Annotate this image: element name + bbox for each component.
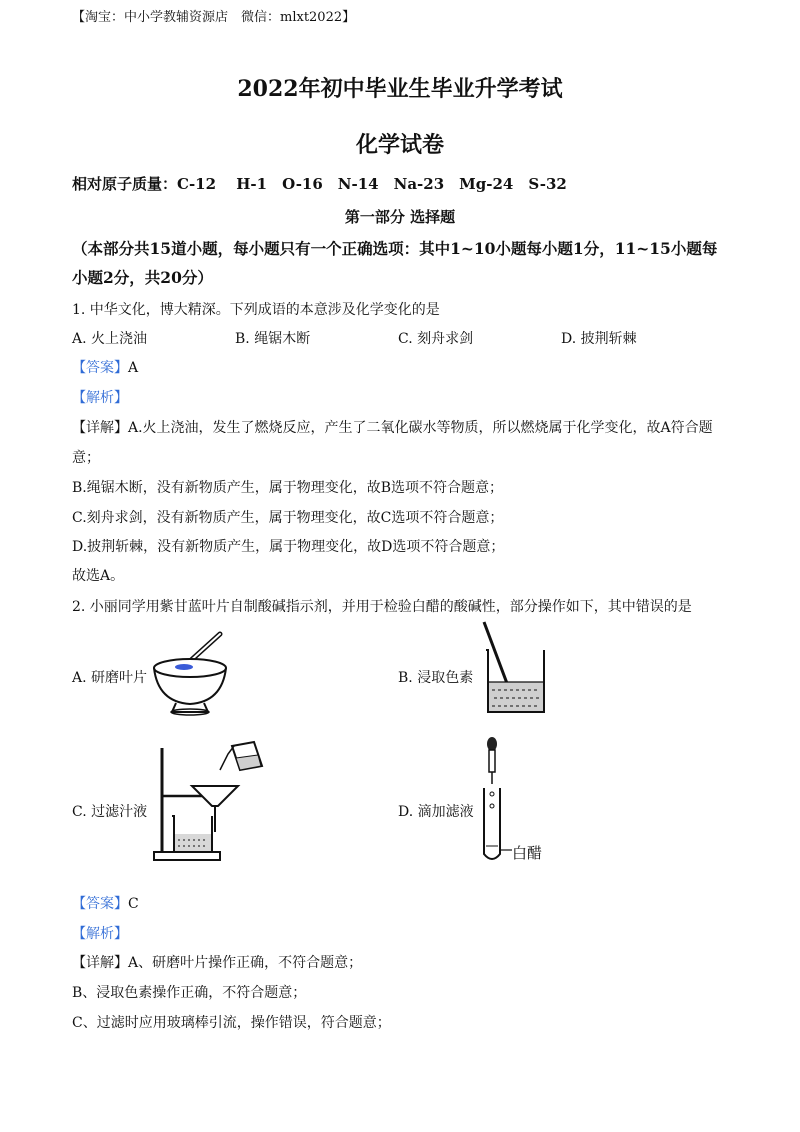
section-title: 第一部分 选择题 — [344, 208, 456, 226]
q1-detail-d: D.披荆斩棘，没有新物质产生，属于物理变化，故D选项不符合题意； — [72, 539, 505, 555]
q1-detail-b: B.绳锯木断，没有新物质产生，属于物理变化，故B选项不符合题意； — [72, 480, 504, 496]
detail-text: A、研磨叶片操作正确，不符合题意； — [128, 955, 363, 971]
answer-value: C — [128, 896, 139, 912]
q2-option-d: D. 滴加滤液 — [398, 804, 474, 820]
detail-tag: 【详解】 — [72, 420, 128, 436]
q2-analysis-tag: 【解析】 — [72, 926, 128, 942]
exam-title: 2022年初中毕业生毕业升学考试 — [237, 76, 563, 102]
q2-option-a: A. 研磨叶片 — [72, 670, 148, 686]
instructions-line-1: （本部分共15道小题，每小题只有一个正确选项：其中1~10小题每小题1分，11~15小题每 — [72, 239, 718, 258]
q1-answer — [72, 357, 138, 377]
q2-answer — [72, 893, 139, 913]
d-figure-label: 白醋 — [512, 844, 543, 862]
q2-detail-b: B、浸取色素操作正确，不符合题意； — [72, 985, 307, 1001]
q2-detail-a — [72, 952, 362, 972]
atomic-masses: 相对原子质量：C-12 H-1 O-16 N-14 Na-23 Mg-24 S-32 — [72, 175, 567, 193]
q1-option-c: C. 刻舟求剑 — [398, 331, 474, 347]
detail-tag: 【详解】 — [72, 955, 128, 971]
beaker-soaking-figure — [478, 620, 550, 716]
detail-text: A.火上浇油，发生了燃烧反应，产生了二氧化碳水等物质，所以燃烧属于化学变化，故A符合题 — [128, 420, 713, 436]
q1-option-b: B. 绳锯木断 — [235, 331, 311, 347]
q1-detail-line-2: 意； — [72, 450, 100, 466]
q2-option-c: C. 过滤汁液 — [72, 804, 148, 820]
q2-stem: 2. 小丽同学用紫甘蓝叶片自制酸碱指示剂，并用于检验白醋的酸碱性，部分操作如下，其中错误的是 — [72, 599, 692, 615]
q1-detail-line-1 — [72, 417, 713, 437]
instructions-line-2: 小题2分，共20分） — [72, 268, 213, 287]
q1-stem: 1. 中华文化，博大精深。下列成语的本意涉及化学变化的是 — [72, 302, 440, 318]
answer-tag: 【答案】 — [72, 360, 128, 376]
q1-option-a: A. 火上浇油 — [72, 331, 148, 347]
q1-option-d: D. 披荆斩棘 — [561, 331, 637, 347]
exam-subtitle: 化学试卷 — [355, 132, 444, 158]
answer-tag: 【答案】 — [72, 896, 128, 912]
q2-option-b: B. 浸取色素 — [398, 670, 474, 686]
answer-value: A — [128, 360, 139, 376]
q1-conclusion: 故选A。 — [72, 568, 125, 584]
header-note: 【淘宝：中小学教辅资源店 微信：mlxt2022】 — [72, 10, 356, 25]
q1-detail-c: C.刻舟求剑，没有新物质产生，属于物理变化，故C选项不符合题意； — [72, 510, 504, 526]
filtration-apparatus-figure — [150, 740, 270, 866]
q2-detail-c: C、过滤时应用玻璃棒引流，操作错误，符合题意； — [72, 1015, 391, 1031]
mortar-pestle-figure — [150, 630, 230, 718]
q1-analysis-tag: 【解析】 — [72, 390, 128, 406]
